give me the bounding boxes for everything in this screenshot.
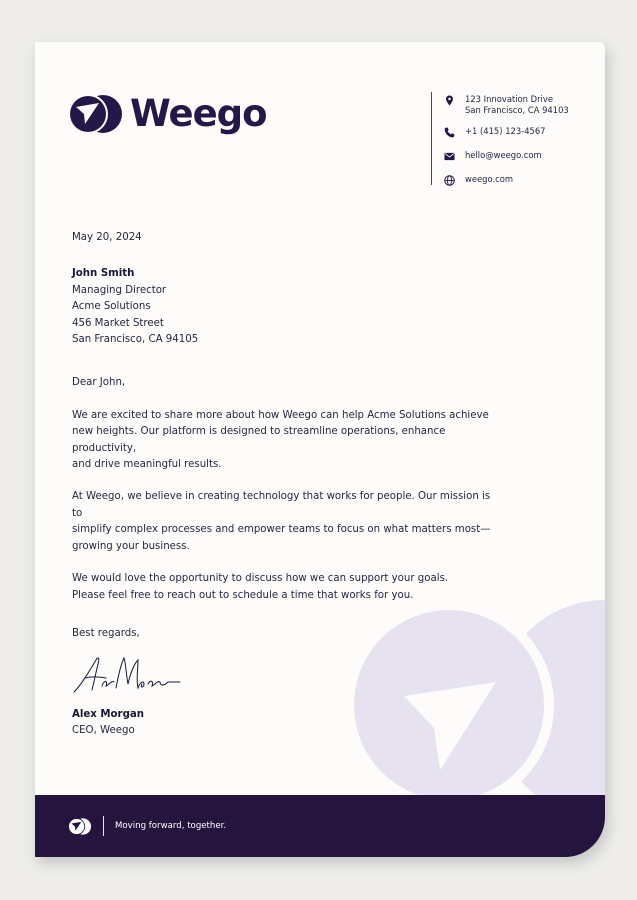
- paragraph-line: new heights. Our platform is designed to streamline operations, enhance productivity,: [72, 426, 446, 454]
- recipient-city: San Francisco, CA 94105: [72, 334, 199, 346]
- address-line-1: 123 Innovation Drive: [465, 94, 553, 104]
- recipient-name: John Smith: [72, 268, 135, 280]
- contact-email: [444, 150, 569, 162]
- letterhead-page: [35, 42, 605, 857]
- recipient-company: Acme Solutions: [72, 301, 151, 313]
- paragraph-line: At Weego, we believe in creating technology that works for people. Our mission is to: [72, 491, 491, 519]
- paragraph-line: We would love the opportunity to discuss how we can support your goals.: [72, 573, 449, 585]
- paragraph-1: [72, 408, 492, 474]
- website-url: weego.com: [465, 174, 513, 184]
- company-name: Weego: [130, 92, 267, 135]
- contact-address: [444, 94, 569, 116]
- address-line-2: San Francisco, CA 94103: [465, 105, 569, 115]
- sender-name: Alex Morgan: [72, 708, 144, 720]
- contact-phone: [444, 126, 569, 138]
- letter-greeting: Dear John,: [72, 377, 126, 389]
- envelope-icon: [444, 151, 455, 162]
- paragraph-3: [72, 571, 492, 604]
- letter-closing: Best regards,: [72, 627, 140, 639]
- company-logo: [68, 94, 267, 134]
- globe-icon: [444, 175, 455, 186]
- email-address: hello@weego.com: [465, 150, 542, 160]
- paragraph-line: simplify complex processes and empower teams to focus on what matters most—: [72, 524, 491, 536]
- paper-plane-icon: [68, 94, 124, 134]
- contact-info: [431, 92, 569, 185]
- letter-date: May 20, 2024: [72, 232, 142, 243]
- phone-number: +1 (415) 123-4567: [465, 126, 546, 136]
- paragraph-line: Please feel free to reach out to schedule a time that works for you.: [72, 589, 414, 601]
- handwritten-signature: [72, 650, 182, 698]
- phone-icon: [444, 127, 455, 138]
- paragraph-line: We are excited to share more about how Weego can help Acme Solutions achieve: [72, 409, 489, 421]
- recipient-title: Managing Director: [72, 284, 167, 296]
- paragraph-line: growing your business.: [72, 540, 190, 552]
- footer-divider: [103, 816, 104, 836]
- sender-title: CEO, Weego: [72, 725, 135, 737]
- recipient-street: 456 Market Street: [72, 317, 164, 329]
- paragraph-line: and drive meaningful results.: [72, 459, 222, 471]
- footer-tagline: Moving forward, together.: [115, 821, 227, 831]
- recipient-block: [72, 266, 492, 348]
- location-pin-icon: [444, 95, 455, 106]
- contact-website: [444, 174, 569, 186]
- letter-body: [72, 230, 492, 740]
- paper-plane-icon: [68, 818, 92, 835]
- paragraph-2: [72, 489, 492, 555]
- footer-bar: [35, 795, 605, 857]
